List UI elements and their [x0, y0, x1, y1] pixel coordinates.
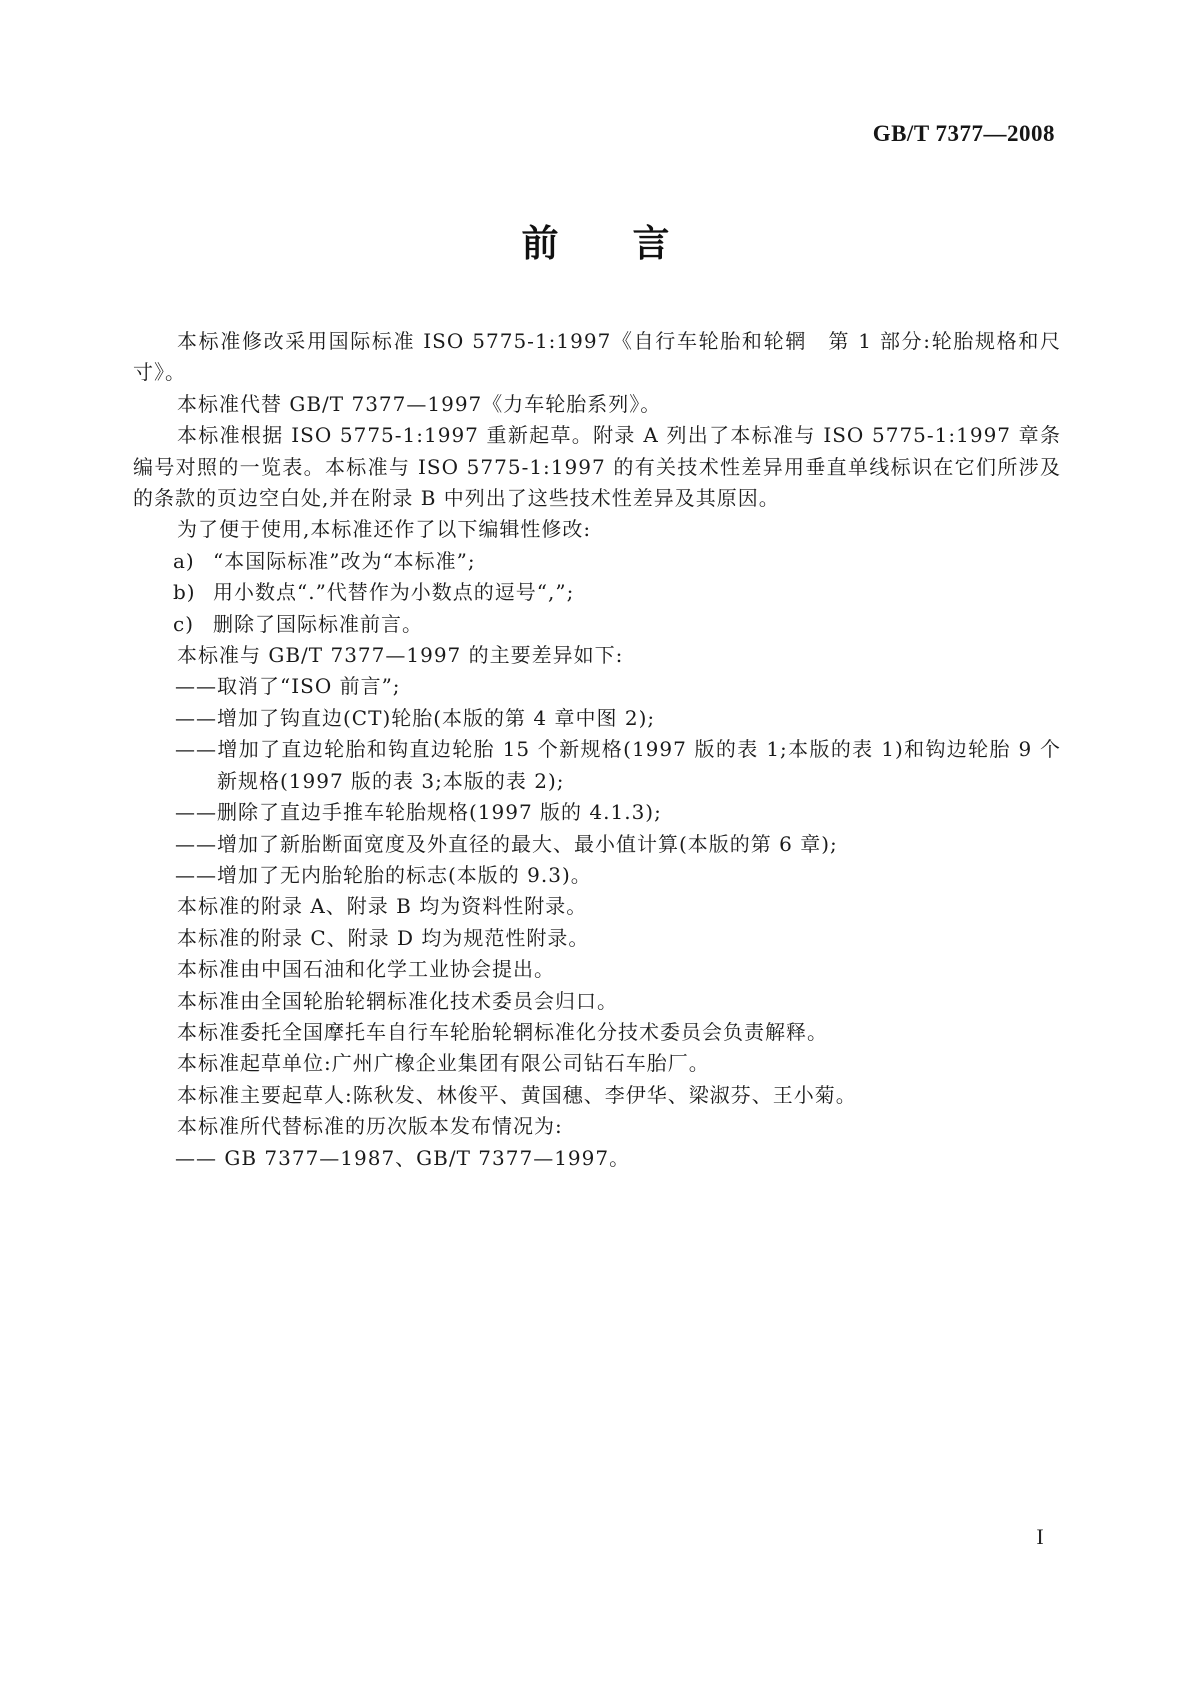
paragraph: 本标准起草单位:广州广橡企业集团有限公司钻石车胎厂。 — [177, 1051, 710, 1076]
standard-code: GB/T 7377—2008 — [872, 121, 1055, 146]
paragraph: 本标准与 GB/T 7377—1997 的主要差异如下: — [177, 643, 624, 668]
paragraph: ——取消了“ISO 前言”; — [175, 674, 401, 699]
list-item-label: a) — [173, 548, 195, 573]
paragraph: ——删除了直边手推车轮胎规格(1997 版的 4.1.3); — [175, 800, 662, 825]
foreword-body — [133, 326, 1061, 1174]
list-item-text: “本国际标准”改为“本标准”; — [213, 548, 476, 573]
paragraph: 本标准主要起草人:陈秋发、林俊平、黄国穗、李伊华、梁淑芬、王小菊。 — [177, 1082, 857, 1107]
paragraph: —— GB 7377—1987、GB/T 7377—1997。 — [175, 1145, 631, 1170]
paragraph — [133, 609, 1061, 640]
paragraph: 本标准委托全国摩托车自行车轮胎轮辋标准化分技术委员会负责解释。 — [177, 1019, 828, 1044]
paragraph: 本标准由中国石油和化学工业协会提出。 — [177, 957, 555, 982]
paragraph: 本标准根据 ISO 5775-1:1997 重新起草。附录 A 列出了本标准与 ISO 5775-1:1997 章条编号对照的一览表。本标准与 ISO 5775-1:1997 的有关技术性差异用垂直单线标识在它们所涉及的条款的页边空白处,并在附录 B 中列出了这些技术性差异及其原因。 — [133, 423, 1061, 511]
list-item-label: b) — [173, 580, 196, 605]
list-item-label: c) — [173, 611, 195, 636]
paragraph: 为了便于使用,本标准还作了以下编辑性修改: — [177, 517, 592, 542]
paragraph: 本标准所代替标准的历次版本发布情况为: — [177, 1114, 563, 1139]
list-item-text: 用小数点“.”代替作为小数点的逗号“,”; — [213, 580, 575, 605]
paragraph: 本标准修改采用国际标准 ISO 5775-1:1997《自行车轮胎和轮辋 第 1 部分:轮胎规格和尺寸》。 — [133, 329, 1061, 385]
paragraph: 本标准代替 GB/T 7377—1997《力车轮胎系列》。 — [177, 391, 662, 416]
paragraph — [133, 577, 1061, 608]
page-number: I — [1036, 1524, 1044, 1549]
paragraph: ——增加了直边轮胎和钩直边轮胎 15 个新规格(1997 版的表 1;本版的表 1)和钩边轮胎 9 个新规格(1997 版的表 3;本版的表 2); — [175, 737, 1061, 793]
paragraph: ——增加了新胎断面宽度及外直径的最大、最小值计算(本版的第 6 章); — [175, 831, 838, 856]
paragraph: ——增加了无内胎轮胎的标志(本版的 9.3)。 — [175, 862, 592, 887]
paragraph: 本标准由全国轮胎轮辋标准化技术委员会归口。 — [177, 988, 618, 1013]
paragraph: ——增加了钩直边(CT)轮胎(本版的第 4 章中图 2); — [175, 705, 656, 730]
list-item-text: 删除了国际标准前言。 — [213, 611, 423, 636]
paragraph: 本标准的附录 A、附录 B 均为资料性附录。 — [177, 894, 588, 919]
paragraph: 本标准的附录 C、附录 D 均为规范性附录。 — [177, 925, 590, 950]
paragraph — [133, 546, 1061, 577]
page-title: 前 言 — [521, 223, 670, 264]
